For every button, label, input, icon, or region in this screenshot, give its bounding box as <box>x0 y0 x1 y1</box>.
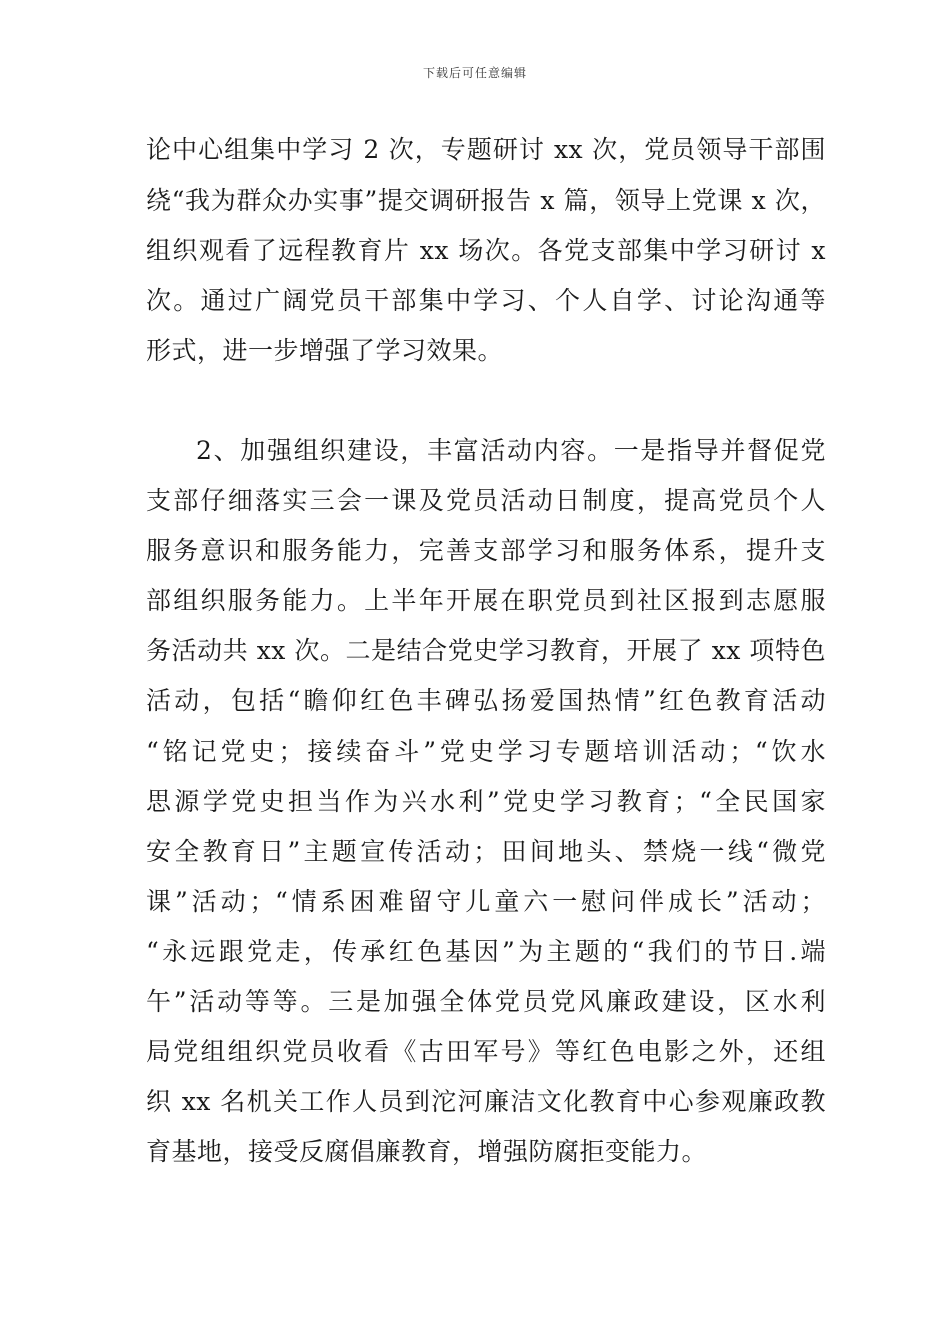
paragraph-line: 织 xx 名机关工作人员到沱河廉洁文化教育中心参观廉政教 <box>146 1087 826 1116</box>
paragraph-line: 次。通过广阔党员干部集中学习、个人自学、讨论沟通等 <box>146 286 826 315</box>
paragraph-line: 务活动共 xx 次。二是结合党史学习教育，开展了 xx 项特色 <box>146 636 826 665</box>
paragraph-line: 局党组组织党员收看《古田军号》等红色电影之外，还组 <box>146 1037 826 1066</box>
paragraph-line: 午”活动等等。三是加强全体党员党风廉政建设，区水利 <box>146 987 826 1016</box>
paragraph-line: 组织观看了远程教育片 xx 场次。各党支部集中学习研讨 x <box>146 236 826 265</box>
paragraph-line: 部组织服务能力。上半年开展在职党员到社区报到志愿服 <box>146 586 826 615</box>
paragraph-line: 2、加强组织建设，丰富活动内容。一是指导并督促党 <box>196 436 826 465</box>
paragraph-line: 服务意识和服务能力，完善支部学习和服务体系，提升支 <box>146 536 826 565</box>
paragraph-line: 育基地，接受反腐倡廉教育，增强防腐拒变能力。 <box>146 1137 708 1166</box>
paragraph-line: 课”活动；“情系困难留守儿童六一慰问伴成长”活动； <box>146 887 826 916</box>
paragraph-line: 安全教育日”主题宣传活动；田间地头、禁烧一线“微党 <box>146 837 826 866</box>
paragraph-line: 活动，包括“瞻仰红色丰碑弘扬爱国热情”红色教育活动 <box>146 686 826 715</box>
paragraph-line: “铭记党史；接续奋斗”党史学习专题培训活动；“饮水 <box>146 737 826 766</box>
paragraph-line: 形式，进一步增强了学习效果。 <box>146 336 504 365</box>
paragraph-line: 论中心组集中学习 2 次，专题研讨 xx 次，党员领导干部围 <box>146 135 826 164</box>
paragraph-line: 支部仔细落实三会一课及党员活动日制度，提高党员个人 <box>146 486 826 515</box>
paragraph-line: 绕“我为群众办实事”提交调研报告 x 篇，领导上党课 x 次， <box>146 186 826 215</box>
paragraph-line: 思源学党史担当作为兴水利”党史学习教育；“全民国家 <box>146 787 826 816</box>
paragraph-line: “永远跟党走，传承红色基因”为主题的“我们的节日.端 <box>146 937 826 966</box>
header-note: 下载后可任意编辑 <box>422 66 527 80</box>
